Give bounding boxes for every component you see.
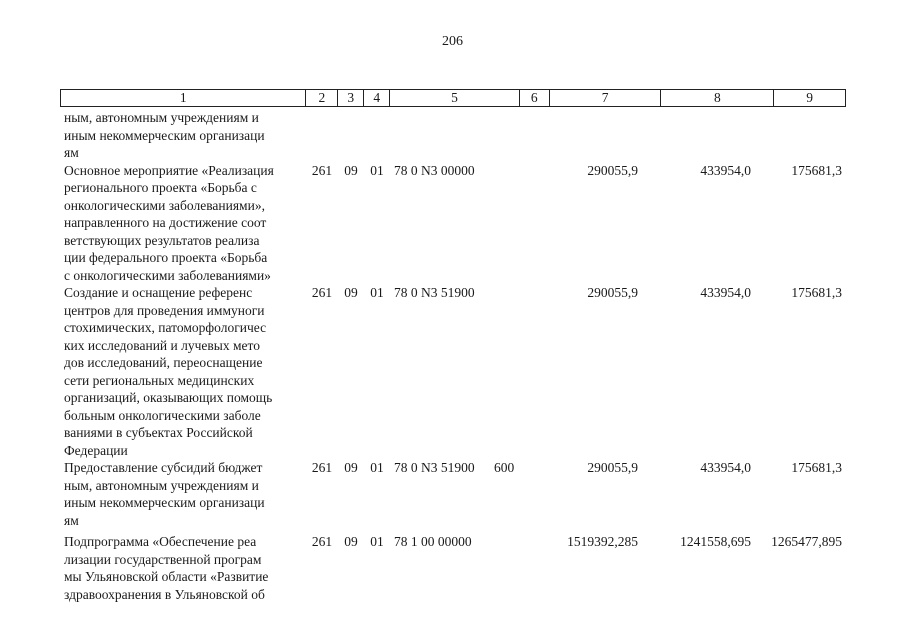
header-col-1: 1 xyxy=(61,90,306,106)
row-col-9: 175681,3 xyxy=(791,162,842,178)
row-col-9: 175681,3 xyxy=(791,285,842,300)
row-col-2: 261 xyxy=(311,162,333,178)
row-col-5: 78 0 N3 51900 xyxy=(394,460,475,475)
table-row xyxy=(60,162,850,285)
row-col-7: 290055,9 xyxy=(587,460,638,475)
row-col-3: 09 xyxy=(344,285,358,300)
row-name: Подпрограмма «Обеспечение реа лизации государственной програм мы Ульяновской области «Развитие здравоохранения в Ульяновской об xyxy=(64,534,269,602)
header-col-7: 7 xyxy=(550,90,662,106)
row-col-2: 261 xyxy=(311,534,333,549)
page-number: 206 xyxy=(442,34,463,49)
row-col-5: 78 1 00 00000 xyxy=(394,534,472,549)
row-col-3: 09 xyxy=(344,162,358,178)
header-col-2: 2 xyxy=(306,90,338,106)
row-col-2: 261 xyxy=(311,285,333,300)
row-col-8: 1241558,695 xyxy=(680,534,751,549)
row-col-8: 433954,0 xyxy=(700,162,751,178)
row-col-4: 01 xyxy=(370,285,384,300)
header-col-4: 4 xyxy=(364,90,390,106)
row-col-6: 600 xyxy=(494,460,515,475)
row-col-2: 261 xyxy=(311,460,333,475)
table-body xyxy=(60,109,850,603)
row-col-8: 433954,0 xyxy=(700,460,751,475)
row-name: Основное мероприятие «Реализация регионального проекта «Борьба с онкологическими заболеваниями», направленного на достижение соот ветствующих результатов реализа ции федерального проекта «Борьба с онкологическими заболеваниями» xyxy=(64,162,274,283)
row-name: Предоставление субсидий бюджет ным, автономным учреждениям и иным некоммерческим организаци ям xyxy=(64,460,265,528)
row-col-3: 09 xyxy=(344,534,358,549)
row-col-8: 433954,0 xyxy=(700,285,751,300)
row-col-7: 290055,9 xyxy=(587,285,638,300)
table-row xyxy=(60,109,850,162)
row-col-7: 290055,9 xyxy=(587,162,638,178)
row-col-5: 78 0 N3 51900 xyxy=(394,285,475,300)
row-col-9: 175681,3 xyxy=(791,460,842,475)
header-col-3: 3 xyxy=(338,90,364,106)
header-col-5: 5 xyxy=(390,90,520,106)
header-col-8: 8 xyxy=(661,90,774,106)
table-header xyxy=(60,89,846,107)
header-col-9: 9 xyxy=(806,90,813,105)
row-col-4: 01 xyxy=(370,534,384,549)
row-col-3: 09 xyxy=(344,460,358,475)
table-row xyxy=(60,533,850,603)
row-col-4: 01 xyxy=(370,162,384,178)
row-col-4: 01 xyxy=(370,460,384,475)
row-name: ным, автономным учреждениям и иным некоммерческим организаци ям xyxy=(64,110,265,160)
header-col-6: 6 xyxy=(520,90,550,106)
row-col-5: 78 0 N3 00000 xyxy=(394,162,475,178)
table-row xyxy=(60,284,850,459)
row-col-9: 1265477,895 xyxy=(771,534,842,549)
row-col-7: 1519392,285 xyxy=(567,534,638,549)
table-row xyxy=(60,459,850,529)
row-name: Создание и оснащение референс центров для проведения иммуноги стохимических, патоморфологичес ких исследований и лучевых мето дов исследований, переоснащение сети региональных медицинских организаций, оказывающих помощь больным онкологическими заболе ваниями в субъектах Российской Федерации xyxy=(64,285,273,458)
